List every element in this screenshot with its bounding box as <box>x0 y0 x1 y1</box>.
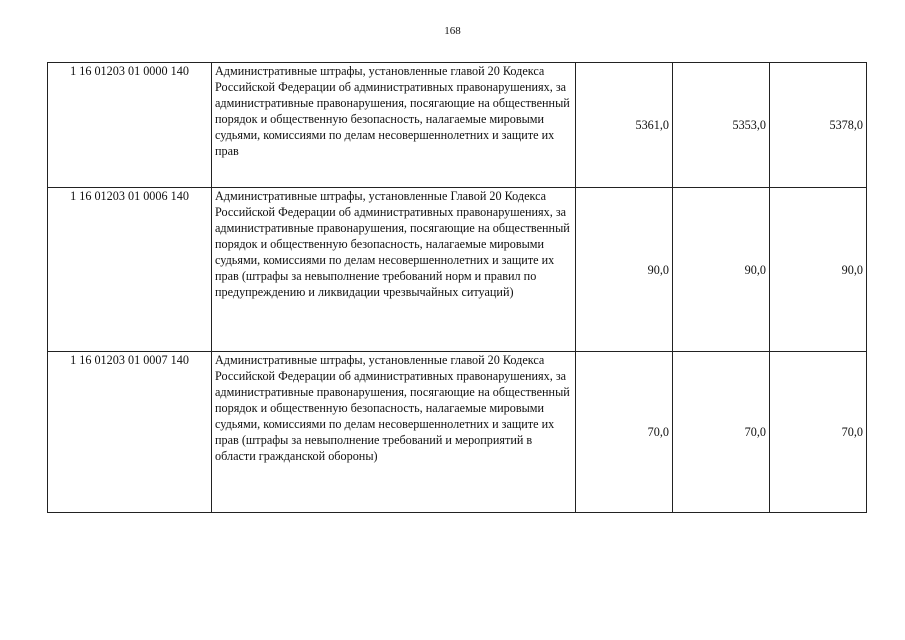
budget-table <box>47 62 867 513</box>
revenue-name-cell: Административные штрафы, установленные главой 20 Кодекса Российской Федерации об административных правонарушениях, за административные правонарушения, посягающие на общественный порядок и общественную безопасность, налагаемые мировыми судьями, комиссиями по делам несовершеннолетних и защите их прав <box>212 63 576 188</box>
revenue-name-cell: Административные штрафы, установленные Главой 20 Кодекса Российской Федерации об административных правонарушениях, за административные правонарушения, посягающие на общественный порядок и общественную безопасность, налагаемые мировыми судьями, комиссиями по делам несовершеннолетних и защите их прав (штрафы за невыполнение требований норм и правил по предупреждению и ликвидации чрезвычайных ситуаций) <box>212 188 576 352</box>
amount-year1-cell: 5361,0 <box>576 63 673 188</box>
amount-year2-cell: 5353,0 <box>673 63 770 188</box>
amount-year2-cell: 70,0 <box>673 352 770 513</box>
revenue-name-cell: Административные штрафы, установленные главой 20 Кодекса Российской Федерации об административных правонарушениях, за административные правонарушения, посягающие на общественный порядок и общественную безопасность, налагаемые мировыми судьями, комиссиями по делам несовершеннолетних и защите их прав (штрафы за невыполнение требований и мероприятий в области гражданской обороны) <box>212 352 576 513</box>
amount-year3-cell: 90,0 <box>770 188 867 352</box>
budget-code-cell: 1 16 01203 01 0000 140 <box>48 63 212 188</box>
table-row <box>48 63 867 188</box>
amount-year2-cell: 90,0 <box>673 188 770 352</box>
table-row <box>48 352 867 513</box>
budget-code-cell: 1 16 01203 01 0006 140 <box>48 188 212 352</box>
page-number: 168 <box>444 25 461 37</box>
amount-year3-cell: 5378,0 <box>770 63 867 188</box>
budget-code-cell: 1 16 01203 01 0007 140 <box>48 352 212 513</box>
amount-year1-cell: 70,0 <box>576 352 673 513</box>
amount-year3-cell: 70,0 <box>770 352 867 513</box>
table-row <box>48 188 867 352</box>
amount-year1-cell: 90,0 <box>576 188 673 352</box>
